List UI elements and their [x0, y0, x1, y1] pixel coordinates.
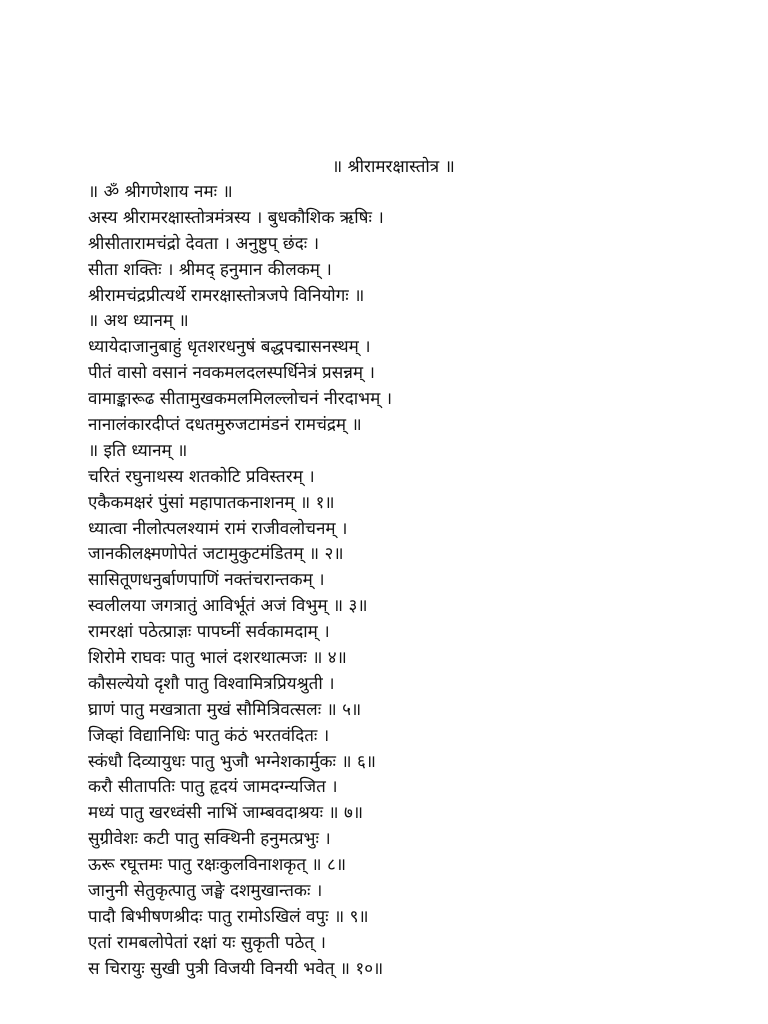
verse-line: श्रीरामचंद्रप्रीत्यर्थे रामरक्षास्तोत्रजपे विनियोगः ॥	[88, 285, 365, 306]
verse-line: ध्यायेदाजानुबाहुं धृतशरधनुषं बद्धपद्मासनस्थम् ।	[88, 337, 371, 358]
verse-line: जानकीलक्ष्मणोपेतं जटामुकुटमंडितम् ॥ २॥	[88, 544, 344, 565]
verse-line: एतां रामबलोपेतां रक्षां यः सुकृती पठेत् ।	[88, 932, 326, 953]
verse-line: रामरक्षां पठेत्प्राज्ञः पापघ्नीं सर्वकामदाम् ।	[88, 622, 330, 643]
verse-line: वामाङ्कारूढ सीतामुखकमलमिलल्लोचनं नीरदाभम् ।	[88, 389, 393, 410]
verse-line: स्कंधौ दिव्यायुधः पातु भुजौ भग्नेशकार्मुकः ॥ ६॥	[88, 751, 376, 772]
verse-line: ऊरू रघूत्तमः पातु रक्षःकुलविनाशकृत् ॥ ८॥	[88, 855, 347, 876]
verse-line: स चिरायुः सुखी पुत्री विजयी विनयी भवेत् ॥ १०॥	[88, 958, 384, 979]
document-title: ॥ श्रीरामरक्षास्तोत्र ॥	[332, 157, 455, 177]
verse-line: चरितं रघुनाथस्य शतकोटि प्रविस्तरम् ।	[88, 466, 315, 487]
verse-line: स्वलीलया जगत्रातुं आविर्भूतं अजं विभुम् ॥ ३॥	[88, 596, 368, 617]
verse-line: कौसल्येयो दृशौ पातु विश्वामित्रप्रियश्रुती ।	[88, 673, 335, 694]
verse-line: सीता शक्तिः । श्रीमद् हनुमान कीलकम् ।	[88, 259, 332, 280]
verse-line: सुग्रीवेशः कटी पातु सक्थिनी हनुमत्प्रभुः ।	[88, 829, 331, 850]
verse-line: करौ सीतापतिः पातु हृदयं जामदग्न्यजित ।	[88, 777, 338, 798]
verse-line: ॥ अथ ध्यानम् ॥	[88, 311, 189, 332]
verse-line: शिरोमे राघवः पातु भालं दशरथात्मजः ॥ ४॥	[88, 648, 347, 669]
verse-line: ॥ ॐ श्रीगणेशाय नमः ॥	[88, 182, 233, 202]
verse-line: जानुनी सेतुकृत्पातु जङ्घे दशमुखान्तकः ।	[88, 881, 323, 902]
verse-line: एकैकमक्षरं पुंसां महापातकनाशनम् ॥ १॥	[88, 492, 335, 513]
verse-line: जिव्हां विद्यानिधिः पातु कंठं भरतवंदितः ।	[88, 725, 330, 746]
verse-line: ध्यात्वा नीलोत्पलश्यामं रामं राजीवलोचनम् ।	[88, 518, 348, 539]
verse-list	[88, 180, 760, 983]
verse-line: सासितूणधनुर्बाणपाणिं नक्तंचरान्तकम् ।	[88, 570, 325, 591]
verse-line: मध्यं पातु खरध्वंसी नाभिं जाम्बवदाश्रयः ॥ ७॥	[88, 803, 364, 824]
verse-line: घ्राणं पातु मखत्राता मुखं सौमित्रिवत्सलः ॥ ५॥	[88, 699, 362, 720]
verse-line: पादौ बिभीषणश्रीदः पातु रामोऽखिलं वपुः ॥ ९॥	[88, 906, 369, 927]
verse-line: श्रीसीतारामचंद्रो देवता । अनुष्टुप् छंदः ।	[88, 233, 320, 254]
verse-line: ॥ इति ध्यानम् ॥	[88, 440, 188, 461]
verse-line: अस्य श्रीरामरक्षास्तोत्रमंत्रस्य । बुधकौशिक ऋषिः ।	[88, 207, 384, 228]
verse-line: पीतं वासो वसानं नवकमलदलस्पर्धिनेत्रं प्रसन्नम् ।	[88, 363, 375, 384]
verse-line: नानालंकारदीप्तं दधतमुरुजटामंडनं रामचंद्रम् ॥	[88, 415, 362, 436]
